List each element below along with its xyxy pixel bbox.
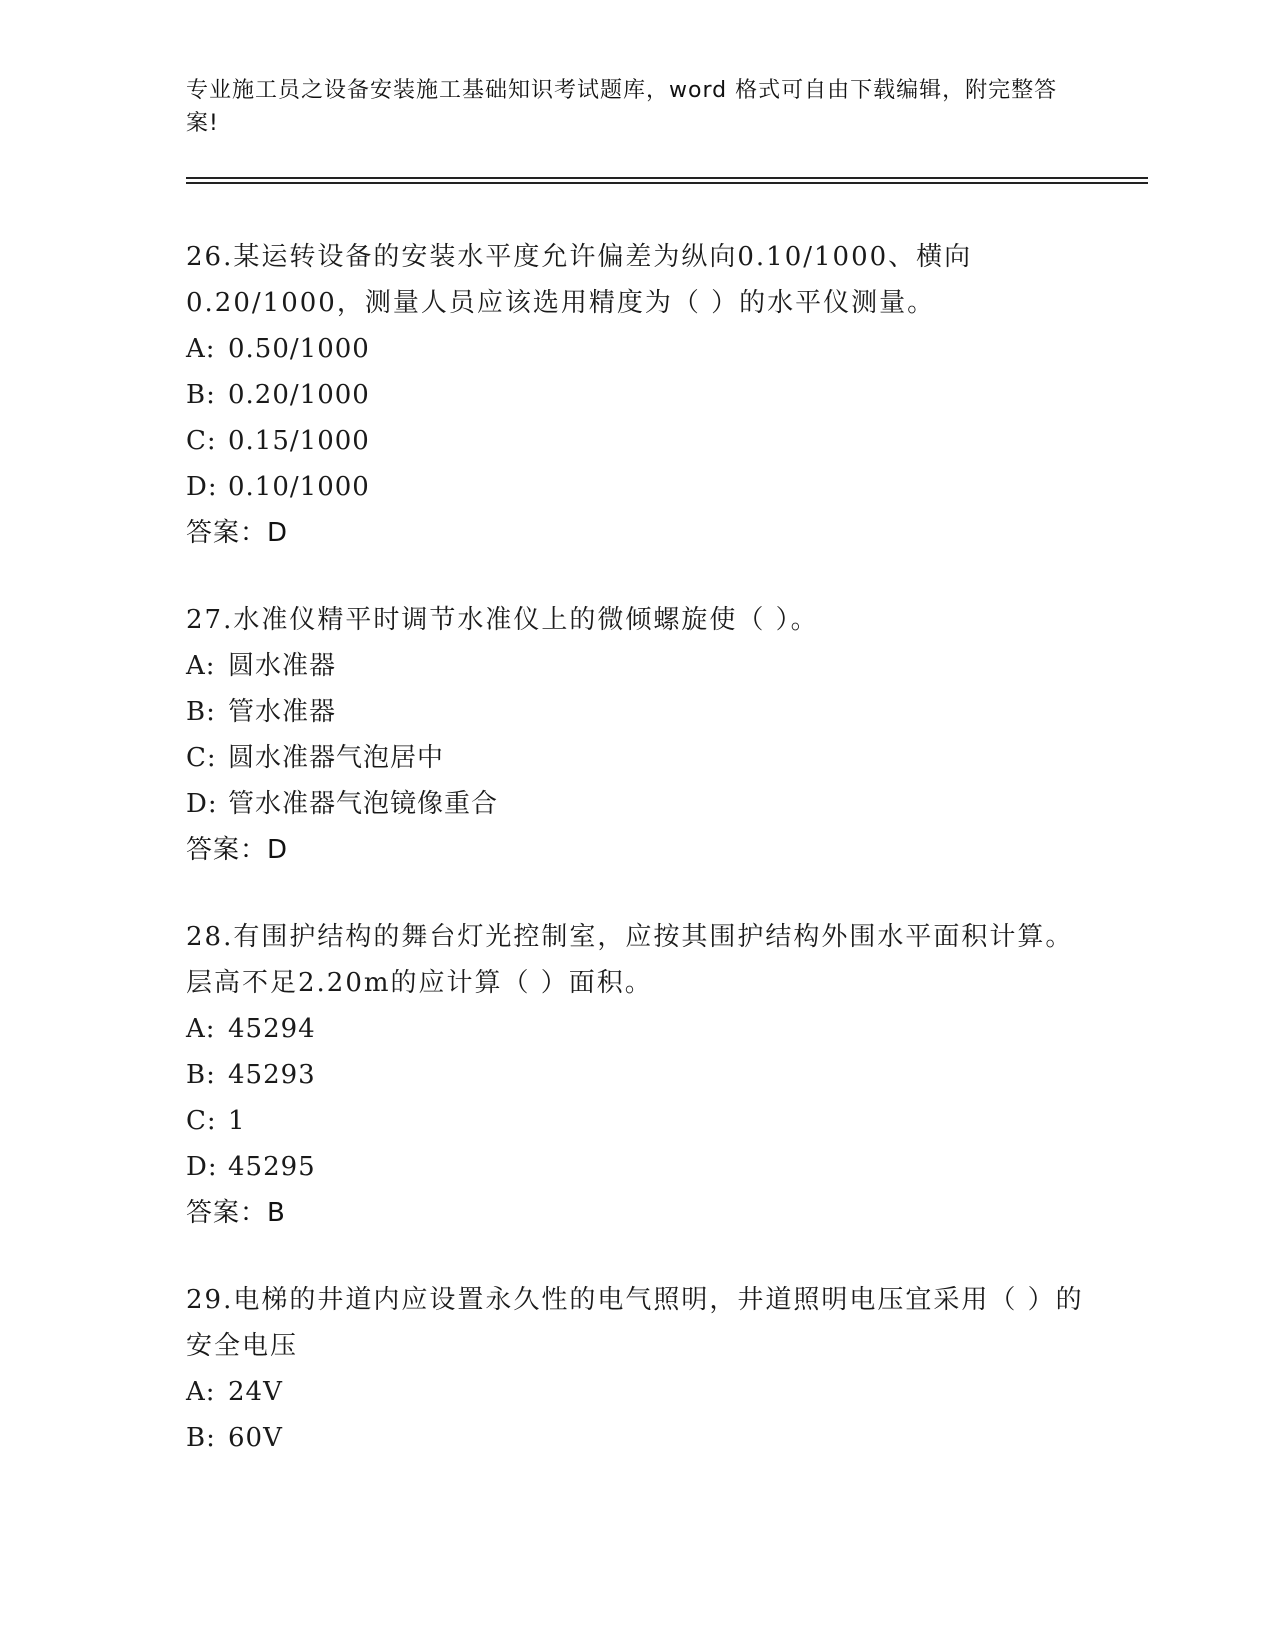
option-letter: C: xyxy=(186,743,217,773)
option-d xyxy=(186,464,1086,510)
option-letter: D: xyxy=(186,472,218,502)
option-text: 0.50/1000 xyxy=(228,334,370,364)
answer-line: 答案：B xyxy=(186,1198,286,1228)
question-26 xyxy=(186,234,1086,556)
header-divider-top xyxy=(186,177,1148,179)
option-letter: A: xyxy=(186,1377,216,1407)
option-text: 0.20/1000 xyxy=(228,380,370,410)
option-text: 圆水准器 xyxy=(228,651,337,681)
option-letter: B: xyxy=(186,697,216,727)
question-stem: 27.水准仪精平时调节水准仪上的微倾螺旋使（ ）。 xyxy=(186,605,819,635)
option-b xyxy=(186,689,1086,735)
question-stem: 29.电梯的井道内应设置永久性的电气照明，井道照明电压宜采用（ ）的安全电压 xyxy=(186,1285,1084,1361)
question-27 xyxy=(186,597,1086,873)
document-header: 专业施工员之设备安装施工基础知识考试题库，word 格式可自由下载编辑，附完整答案! xyxy=(186,78,1058,136)
option-text: 45294 xyxy=(228,1014,316,1044)
option-text: 0.15/1000 xyxy=(228,426,370,456)
option-c xyxy=(186,735,1086,781)
answer-line: 答案：D xyxy=(186,518,289,548)
option-text: 60V xyxy=(228,1423,283,1453)
option-text: 45295 xyxy=(228,1152,316,1182)
option-a xyxy=(186,1006,1086,1052)
answer-line: 答案：D xyxy=(186,835,289,865)
header-divider-bottom xyxy=(186,182,1148,184)
option-text: 管水准器气泡镜像重合 xyxy=(228,789,499,819)
option-text: 1 xyxy=(228,1106,246,1136)
option-letter: A: xyxy=(186,334,216,364)
option-d xyxy=(186,781,1086,827)
option-letter: A: xyxy=(186,651,216,681)
option-c xyxy=(186,418,1086,464)
option-c xyxy=(186,1098,1086,1144)
option-a xyxy=(186,1369,1086,1415)
option-a xyxy=(186,643,1086,689)
option-text: 管水准器 xyxy=(228,697,337,727)
option-a xyxy=(186,326,1086,372)
option-b xyxy=(186,372,1086,418)
option-text: 24V xyxy=(228,1377,283,1407)
option-text: 45293 xyxy=(228,1060,316,1090)
option-letter: B: xyxy=(186,1423,216,1453)
option-letter: C: xyxy=(186,1106,217,1136)
option-text: 圆水准器气泡居中 xyxy=(228,743,445,773)
option-b xyxy=(186,1052,1086,1098)
option-letter: D: xyxy=(186,789,218,819)
option-letter: A: xyxy=(186,1014,216,1044)
option-letter: B: xyxy=(186,380,216,410)
question-29 xyxy=(186,1277,1086,1461)
option-letter: B: xyxy=(186,1060,216,1090)
question-28 xyxy=(186,914,1086,1236)
option-letter: D: xyxy=(186,1152,218,1182)
option-text: 0.10/1000 xyxy=(228,472,370,502)
option-d xyxy=(186,1144,1086,1190)
question-stem: 28.有围护结构的舞台灯光控制室，应按其围护结构外围水平面积计算。层高不足2.20m的应计算（ ）面积。 xyxy=(186,922,1074,998)
option-letter: C: xyxy=(186,426,217,456)
question-stem: 26.某运转设备的安装水平度允许偏差为纵向0.10/1000、横向0.20/1000，测量人员应该选用精度为（ ）的水平仪测量。 xyxy=(186,242,973,318)
option-b xyxy=(186,1415,1086,1461)
